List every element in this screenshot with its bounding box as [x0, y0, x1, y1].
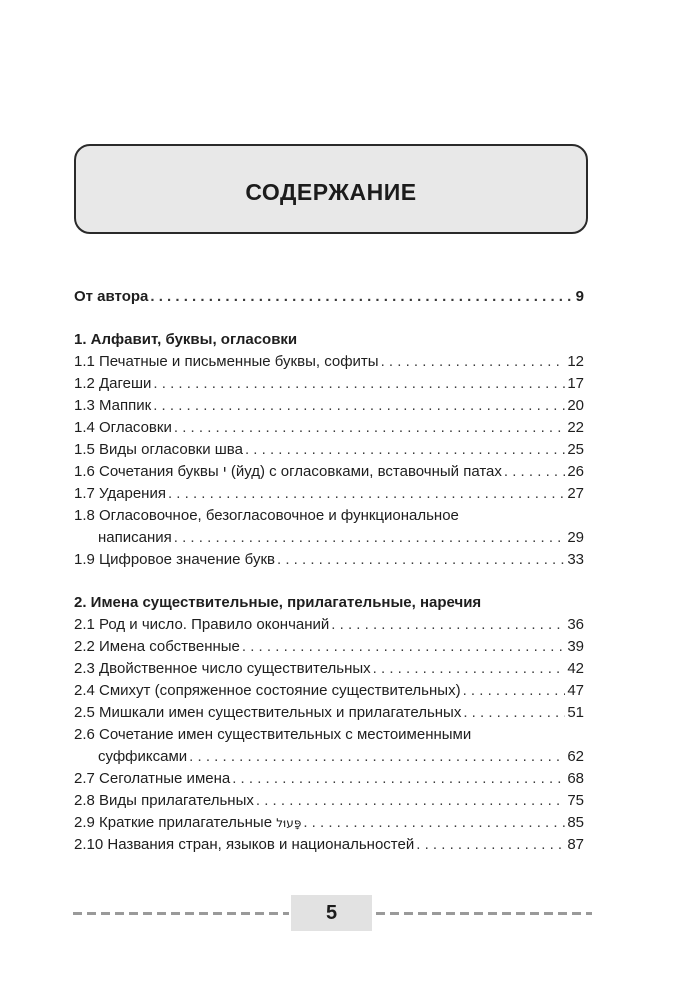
toc-entry[interactable]: 2.4 Смихут (сопряженное состояние существительных) . . . 47: [74, 680, 584, 702]
toc-entry[interactable]: 1.1 Печатные и письменные буквы, софиты . . . 12: [74, 351, 584, 373]
dot-leader: [381, 351, 566, 373]
toc-entry-line2[interactable]: написания . . . 29: [74, 527, 584, 549]
dot-leader: [331, 614, 565, 636]
toc-entry[interactable]: 2.7 Сеголатные имена . . . 68: [74, 768, 584, 790]
dot-leader: [245, 439, 565, 461]
toc-entry[interactable]: 2.8 Виды прилагательных . . . 75: [74, 790, 584, 812]
toc-entry[interactable]: 2.1 Род и число. Правило окончаний . . . 36: [74, 614, 584, 636]
toc-entry[interactable]: 1.5 Виды огласовки шва . . . 25: [74, 439, 584, 461]
toc-entry[interactable]: 2.3 Двойственное число существительных . . . 42: [74, 658, 584, 680]
dot-leader: [189, 746, 565, 768]
toc-entry[interactable]: 1.7 Ударения . . . 27: [74, 483, 584, 505]
dot-leader: [416, 834, 565, 856]
dot-leader: [232, 768, 565, 790]
hebrew-term: פָּעוּל: [276, 816, 302, 830]
table-of-contents: [74, 286, 584, 856]
dot-leader: [303, 812, 565, 834]
page-number: 5: [291, 895, 372, 931]
toc-entry[interactable]: 2.2 Имена собственные . . . 39: [74, 636, 584, 658]
dot-leader: [463, 680, 566, 702]
dashed-rule-right: [376, 912, 592, 915]
dot-leader: [277, 549, 565, 571]
toc-entry-line1[interactable]: 2.6 Сочетание имен существительных с местоименными: [74, 726, 472, 743]
dot-leader: [153, 395, 565, 417]
dot-leader: [463, 702, 565, 724]
dot-leader: [504, 461, 565, 483]
dot-leader: [256, 790, 565, 812]
section-heading-1: 1. Алфавит, буквы, огласовки: [74, 331, 298, 348]
toc-entry-page: 9: [575, 288, 584, 305]
dot-leader: [242, 636, 565, 658]
title-box: [74, 144, 588, 234]
page-footer: [0, 895, 682, 932]
toc-entry-label: От автора: [74, 288, 149, 305]
dot-leader: [373, 658, 566, 680]
toc-entry[interactable]: 2.9 Краткие прилагательные פָּעוּל . . . 85: [74, 812, 584, 834]
section-heading-2: 2. Имена существительные, прилагательные, наречия: [74, 594, 482, 611]
toc-entry[interactable]: 1.2 Дагеши . . . 17: [74, 373, 584, 395]
dot-leader: [168, 483, 565, 505]
dot-leader: [153, 373, 565, 395]
toc-entry[interactable]: 1.4 Огласовки . . . 22: [74, 417, 584, 439]
dot-leader: [174, 417, 565, 439]
dashed-rule-left: [73, 912, 289, 915]
toc-entry[interactable]: 2.5 Мишкали имен существительных и прилагательных . . . 51: [74, 702, 584, 724]
toc-entry[interactable]: 1.9 Цифровое значение букв . . . 33: [74, 549, 584, 571]
page-title: СОДЕРЖАНИЕ: [245, 178, 417, 205]
toc-entry-intro[interactable]: [74, 286, 584, 308]
toc-entry-line2[interactable]: суффиксами . . . 62: [74, 746, 584, 768]
dot-leader: [150, 286, 573, 308]
toc-entry-line1[interactable]: 1.8 Огласовочное, безогласовочное и функциональное: [74, 507, 459, 524]
dot-leader: [174, 527, 566, 549]
toc-entry[interactable]: 1.6 Сочетания буквы י (йуд) с огласовками, вставочный патах . . . 26: [74, 461, 584, 483]
toc-entry[interactable]: 2.10 Названия стран, языков и национальностей . . . 87: [74, 834, 584, 856]
toc-entry[interactable]: 1.3 Маппик . . . 20: [74, 395, 584, 417]
